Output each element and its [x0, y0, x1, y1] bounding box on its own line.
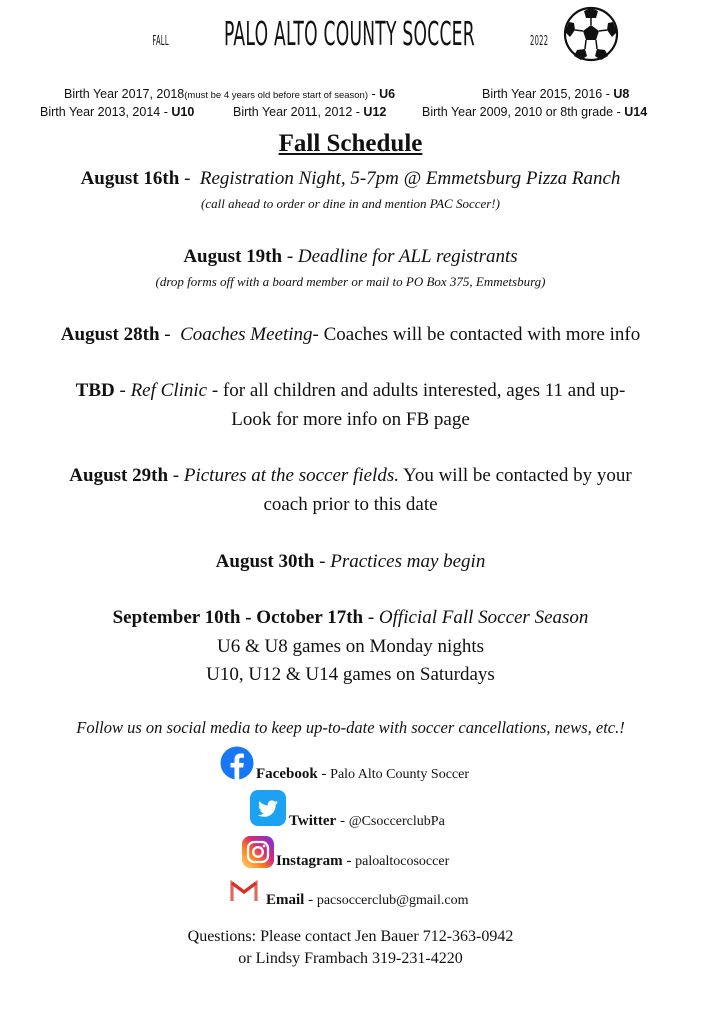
title-year: 2022: [529, 34, 549, 49]
separator: -: [314, 551, 331, 572]
contact-line-2: or Lindsy Frambach 319-231-4220: [238, 950, 463, 967]
social-email: [266, 892, 469, 909]
social-instagram: [276, 853, 449, 870]
separator: -: [368, 87, 380, 101]
separator: -: [363, 607, 379, 628]
event-season-line2: U6 & U8 games on Monday nights: [216, 636, 485, 657]
contact-line-1: Questions: Please contact Jen Bauer 712-363-0942: [187, 928, 514, 945]
social-name: Twitter: [289, 813, 337, 829]
event-desc: Practices may begin: [330, 551, 486, 572]
division-label: U14: [624, 105, 648, 119]
event-season: [0, 603, 701, 632]
birth-years-text: Birth Year 2015, 2016: [482, 87, 603, 101]
social-value[interactable]: paloaltocosoccer: [355, 854, 450, 869]
birth-year-u10: [40, 105, 194, 119]
birth-year-u14: [422, 105, 647, 119]
event-date: August 29th: [69, 465, 169, 486]
event-rest: - Coaches will be contacted with more info: [312, 324, 641, 345]
gmail-icon[interactable]: [230, 880, 258, 902]
event-practices: [0, 547, 701, 576]
division-label: U6: [379, 87, 396, 101]
separator: -: [352, 105, 364, 119]
separator: -: [114, 380, 131, 401]
separator: -: [317, 766, 331, 782]
birth-year-u12: [233, 105, 386, 119]
birth-year-note: (must be 4 years old before start of season): [184, 90, 369, 101]
separator: -: [168, 465, 184, 486]
social-name: Instagram: [276, 853, 343, 869]
event-desc: Ref Clinic: [130, 380, 208, 401]
birth-year-u8: [482, 87, 629, 101]
separator: -: [179, 168, 196, 189]
soccer-ball-icon: [563, 6, 619, 62]
event-rest: You will be contacted by your: [398, 465, 632, 486]
birth-year-u6: [64, 87, 395, 101]
birth-years-text: Birth Year 2011, 2012: [233, 105, 353, 119]
follow-text: Follow us on social media to keep up-to-date with soccer cancellations, news, etc.!: [76, 718, 625, 737]
social-value[interactable]: Palo Alto County Soccer: [330, 767, 469, 782]
event-date: August 28th: [60, 324, 160, 345]
birth-years-text: Birth Year 2009, 2010 or 8th grade: [422, 105, 614, 119]
event-rest: - for all children and adults interested, ages 11 and up-: [207, 380, 626, 401]
social-twitter: [289, 813, 445, 830]
division-label: U12: [363, 105, 387, 119]
event-registration-note: (call ahead to order or dine in and mention PAC Soccer!): [201, 196, 500, 211]
separator: -: [282, 246, 298, 267]
title-season: FALL: [152, 34, 169, 49]
schedule-title: Fall Schedule: [278, 130, 423, 157]
event-desc: Coaches Meeting: [180, 324, 313, 345]
event-desc: Registration Night, 5-7pm @ Emmetsburg Pizza Ranch: [199, 168, 621, 189]
division-label: U8: [613, 87, 630, 101]
separator: -: [613, 105, 625, 119]
event-date: September 10th - October 17th: [112, 607, 364, 628]
event-desc: Deadline for ALL registrants: [297, 246, 518, 267]
event-deadline-note: (drop forms off with a board member or mail to PO Box 375, Emmetsburg): [155, 274, 546, 289]
social-name: Email: [266, 892, 305, 908]
event-deadline: [0, 242, 701, 271]
event-date: August 30th: [215, 551, 315, 572]
event-registration: [0, 164, 701, 193]
instagram-icon[interactable]: [242, 836, 274, 868]
social-name: Facebook: [256, 766, 318, 782]
social-facebook: [256, 766, 469, 783]
event-desc: Pictures at the soccer fields.: [183, 465, 399, 486]
event-ref-clinic: [0, 376, 701, 405]
social-value[interactable]: @CsoccerclubPa: [348, 814, 445, 829]
title-main: PALO ALTO COUNTY SOCCER: [223, 14, 475, 53]
separator: -: [160, 105, 172, 119]
separator: -: [336, 813, 349, 829]
event-coaches: [0, 320, 701, 349]
division-label: U10: [171, 105, 195, 119]
separator: -: [159, 324, 176, 345]
separator: -: [602, 87, 614, 101]
event-pictures-line2: coach prior to this date: [263, 494, 438, 515]
separator: -: [304, 892, 317, 908]
birth-years-text: Birth Year 2013, 2014: [40, 105, 161, 119]
event-season-line3: U10, U12 & U14 games on Saturdays: [206, 664, 495, 685]
event-date: August 16th: [80, 168, 180, 189]
event-date: TBD: [75, 380, 115, 401]
event-ref-clinic-line2: Look for more info on FB page: [231, 409, 470, 430]
facebook-icon[interactable]: [220, 746, 254, 780]
event-desc: Official Fall Soccer Season: [378, 607, 589, 628]
event-pictures: [0, 461, 701, 490]
separator: -: [342, 853, 356, 869]
twitter-icon[interactable]: [250, 790, 286, 826]
event-date: August 19th: [183, 246, 283, 267]
birth-years-text: Birth Year 2017, 2018: [64, 87, 185, 101]
social-value[interactable]: pacsoccerclub@gmail.com: [316, 893, 469, 908]
